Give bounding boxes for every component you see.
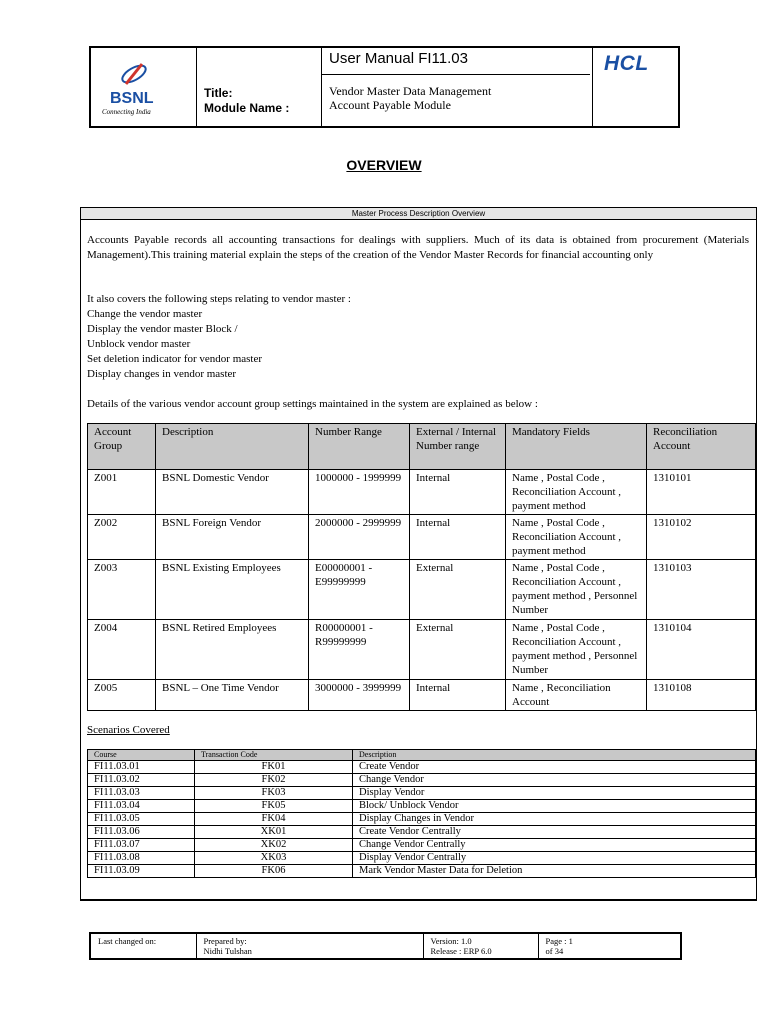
manual-title: User Manual FI11.03 (329, 50, 468, 67)
table-cell: 1310104 (647, 620, 756, 680)
table-cell: BSNL – One Time Vendor (156, 680, 309, 711)
table-cell: 1000000 - 1999999 (309, 470, 410, 515)
column-header: Course (88, 750, 195, 761)
table-row (88, 515, 756, 560)
last-changed-cell (90, 933, 196, 959)
module-value: Account Payable Module (329, 98, 451, 112)
tcode-cell: XK02 (195, 839, 353, 852)
step-item: Unblock vendor master (87, 338, 191, 350)
table-cell: R00000001 - R99999999 (309, 620, 410, 680)
table-row (88, 774, 756, 787)
table-row (88, 865, 756, 878)
table-row (88, 852, 756, 865)
table-row (88, 813, 756, 826)
header-divider (321, 48, 322, 126)
course-cell: FI11.03.01 (88, 761, 195, 774)
course-cell: FI11.03.02 (88, 774, 195, 787)
table-cell: E00000001 - E99999999 (309, 560, 410, 620)
table-cell: External (410, 620, 506, 680)
hcl-logo: HCL (604, 52, 649, 75)
table-cell: Z003 (88, 560, 156, 620)
table-cell: BSNL Foreign Vendor (156, 515, 309, 560)
table-row (88, 826, 756, 839)
tcode-cell: FK03 (195, 787, 353, 800)
prepared-by-label: Prepared by: (203, 936, 247, 946)
header-divider (592, 48, 593, 126)
step-item: Display changes in vendor master (87, 368, 237, 380)
column-header: Transaction Code (195, 750, 353, 761)
header-divider (196, 48, 197, 126)
course-cell: FI11.03.08 (88, 852, 195, 865)
table-cell: BSNL Retired Employees (156, 620, 309, 680)
table-cell: Name , Postal Code , Reconciliation Account , payment method , Personnel Number (506, 560, 647, 620)
account-group-table (87, 423, 756, 711)
table-cell: Name , Reconciliation Account (506, 680, 647, 711)
table-cell: 1310101 (647, 470, 756, 515)
prepared-by-cell (196, 933, 423, 959)
description-cell: Create Vendor (353, 761, 756, 774)
course-cell: FI11.03.07 (88, 839, 195, 852)
tcode-cell: XK01 (195, 826, 353, 839)
logo-text: BSNL (110, 90, 154, 107)
scenarios-title: Scenarios Covered (87, 724, 170, 736)
release-label: Release : ERP 6.0 (430, 946, 492, 956)
module-label: Module Name : (204, 101, 290, 115)
table-row (88, 839, 756, 852)
step-item: Display the vendor master Block / (87, 323, 238, 335)
table-cell: 2000000 - 2999999 (309, 515, 410, 560)
course-cell: FI11.03.04 (88, 800, 195, 813)
description-cell: Display Vendor (353, 787, 756, 800)
table-cell: Z001 (88, 470, 156, 515)
last-changed-label: Last changed on: (98, 936, 157, 946)
table-cell: Name , Postal Code , Reconciliation Account , payment method (506, 470, 647, 515)
course-cell: FI11.03.09 (88, 865, 195, 878)
table-cell: BSNL Domestic Vendor (156, 470, 309, 515)
table-cell: Internal (410, 470, 506, 515)
table-cell: Z005 (88, 680, 156, 711)
preparer-name: Nidhi Tulshan (203, 946, 252, 956)
column-header: Description (156, 424, 309, 470)
column-header: Description (353, 750, 756, 761)
table-header-row (88, 424, 756, 470)
description-cell: Mark Vendor Master Data for Deletion (353, 865, 756, 878)
column-header: Number Range (309, 424, 410, 470)
version-label: Version: 1.0 (430, 936, 472, 946)
table-cell: Z004 (88, 620, 156, 680)
table-row (88, 800, 756, 813)
tcode-cell: XK03 (195, 852, 353, 865)
page-number: Page : 1 (545, 936, 573, 946)
header-divider (321, 74, 590, 75)
page-cell (538, 933, 681, 959)
tcode-cell: FK02 (195, 774, 353, 787)
step-item: Set deletion indicator for vendor master (87, 353, 263, 365)
description-cell: Change Vendor (353, 774, 756, 787)
description-cell: Create Vendor Centrally (353, 826, 756, 839)
column-header: External / Internal Number range (410, 424, 506, 470)
course-cell: FI11.03.03 (88, 787, 195, 800)
table-cell: Z002 (88, 515, 156, 560)
table-cell: Internal (410, 680, 506, 711)
course-cell: FI11.03.05 (88, 813, 195, 826)
page-title: OVERVIEW (346, 157, 422, 173)
table-cell: Internal (410, 515, 506, 560)
step-item: Change the vendor master (87, 308, 203, 320)
version-cell (423, 933, 538, 959)
section-title: Master Process Description Overview (81, 208, 756, 220)
description-cell: Block/ Unblock Vendor (353, 800, 756, 813)
document-footer (89, 932, 682, 960)
table-cell: External (410, 560, 506, 620)
tcode-cell: FK06 (195, 865, 353, 878)
description-cell: Display Vendor Centrally (353, 852, 756, 865)
details-intro: Details of the various vendor account group settings maintained in the system are explained as below : (87, 398, 538, 410)
title-label: Title: (204, 86, 233, 100)
table-cell: 3000000 - 3999999 (309, 680, 410, 711)
table-cell: BSNL Existing Employees (156, 560, 309, 620)
logo-tagline: Connecting India (102, 108, 151, 116)
table-row (88, 620, 756, 680)
table-header-row (88, 750, 756, 761)
table-cell: 1310102 (647, 515, 756, 560)
page-total: of 34 (545, 946, 564, 956)
table-row (88, 680, 756, 711)
tcode-cell: FK01 (195, 761, 353, 774)
column-header: Mandatory Fields (506, 424, 647, 470)
column-header: Account Group (88, 424, 156, 470)
bsnl-logo (96, 60, 188, 122)
steps-intro: It also covers the following steps relating to vendor master : (87, 293, 351, 305)
table-row (88, 560, 756, 620)
description-cell: Change Vendor Centrally (353, 839, 756, 852)
table-cell: Name , Postal Code , Reconciliation Account , payment method , Personnel Number (506, 620, 647, 680)
intro-paragraph: Accounts Payable records all accounting transactions for dealings with suppliers. Much of its data is obtained from procurement (Materials Management).This training material explain the steps of the creation of the Vendor Master Records for financial accounting only (87, 234, 749, 261)
table-row (88, 470, 756, 515)
description-cell: Display Changes in Vendor (353, 813, 756, 826)
table-row (88, 761, 756, 774)
table-row (88, 787, 756, 800)
bsnl-emblem-icon (114, 60, 154, 90)
tcode-cell: FK04 (195, 813, 353, 826)
title-value: Vendor Master Data Management (329, 84, 492, 98)
table-cell: 1310108 (647, 680, 756, 711)
table-cell: Name , Postal Code , Reconciliation Account , payment method (506, 515, 647, 560)
tcode-cell: FK05 (195, 800, 353, 813)
table-cell: 1310103 (647, 560, 756, 620)
course-cell: FI11.03.06 (88, 826, 195, 839)
transaction-code-table (87, 749, 756, 878)
column-header: Reconciliation Account (647, 424, 756, 470)
